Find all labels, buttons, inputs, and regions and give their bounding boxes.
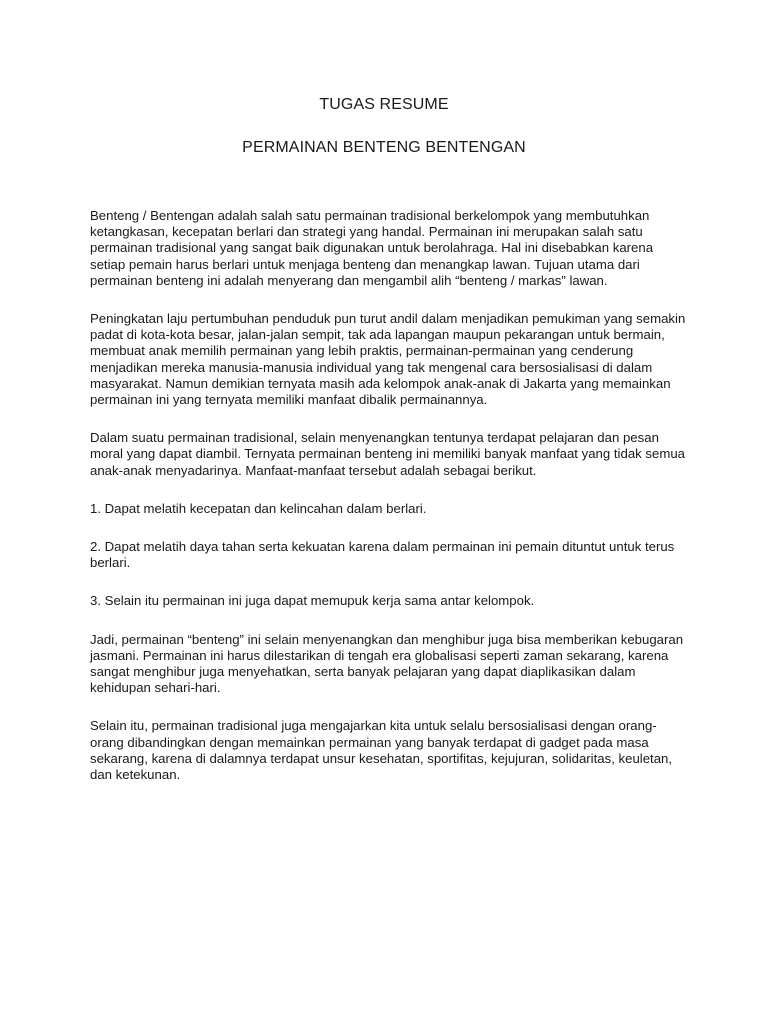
list-item-benefit-1: 1. Dapat melatih kecepatan dan kelincahan dalam berlari. (90, 500, 427, 516)
document-title: TUGAS RESUME (319, 96, 449, 113)
list-item-benefit-2: 2. Dapat melatih daya tahan serta kekuatan karena dalam permainan ini pemain dituntut untuk terus berlari. (90, 539, 675, 571)
paragraph-benefits-intro: Dalam suatu permainan tradisional, selain menyenangkan tentunya terdapat pelajaran dan pesan moral yang dapat diambil. Ternyata permainan benteng ini memiliki banyak manfaat yang tidak semua anak-anak menyadarinya. Manfaat-manfaat tersebut adalah sebagai berikut. (90, 430, 685, 478)
document-body (90, 208, 690, 805)
paragraph-population: Peningkatan laju pertumbuhan penduduk pun turut andil dalam menjadikan pemukiman yang semakin padat di kota-kota besar, jalan-jalan sempit, tak ada lapangan maupun pekarangan untuk bermain, membuat anak memilih permainan yang lebih praktis, permainan-permainan yang cenderung menjadikan mereka manusia-manusia individual yang tak mengenal cara bersosialisasi di dalam masyarakat. Namun demikian ternyata masih ada kelompok anak-anak di Jakarta yang memainkan permainan ini yang ternyata memiliki manfaat dibalik permainannya. (90, 311, 686, 408)
paragraph-conclusion: Jadi, permainan “benteng” ini selain menyenangkan dan menghibur juga bisa memberikan kebugaran jasmani. Permainan ini harus dilestarikan di tengah era globalisasi seperti zaman sekarang, karena sangat menghibur juga menyehatkan, serta banyak pelajaran yang dapat diaplikasikan dalam kehidupan sehari-hari. (90, 631, 684, 696)
list-item-benefit-3: 3. Selain itu permainan ini juga dapat memupuk kerja sama antar kelompok. (90, 593, 535, 609)
paragraph-intro: Benteng / Bentengan adalah salah satu permainan tradisional berkelompok yang membutuhkan ketangkasan, kecepatan berlari dan strategi yang handal. Permainan ini merupakan salah satu permainan tradisional yang sangat baik digunakan untuk berolahraga. Hal ini disebabkan karena setiap pemain harus berlari untuk menjaga benteng dan menangkap lawan. Tujuan utama dari permainan benteng ini adalah menyerang dan mengambil alih “benteng / markas” lawan. (90, 208, 654, 288)
document-subtitle: PERMAINAN BENTENG BENTENGAN (242, 139, 526, 156)
paragraph-closing: Selain itu, permainan tradisional juga mengajarkan kita untuk selalu bersosialisasi dengan orang-orang dibandingkan dengan memainkan permainan yang banyak terdapat di gadget pada masa sekarang, karena di dalamnya terdapat unsur kesehatan, sportifitas, kejujuran, solidaritas, keuletan, dan ketekunan. (90, 718, 673, 783)
